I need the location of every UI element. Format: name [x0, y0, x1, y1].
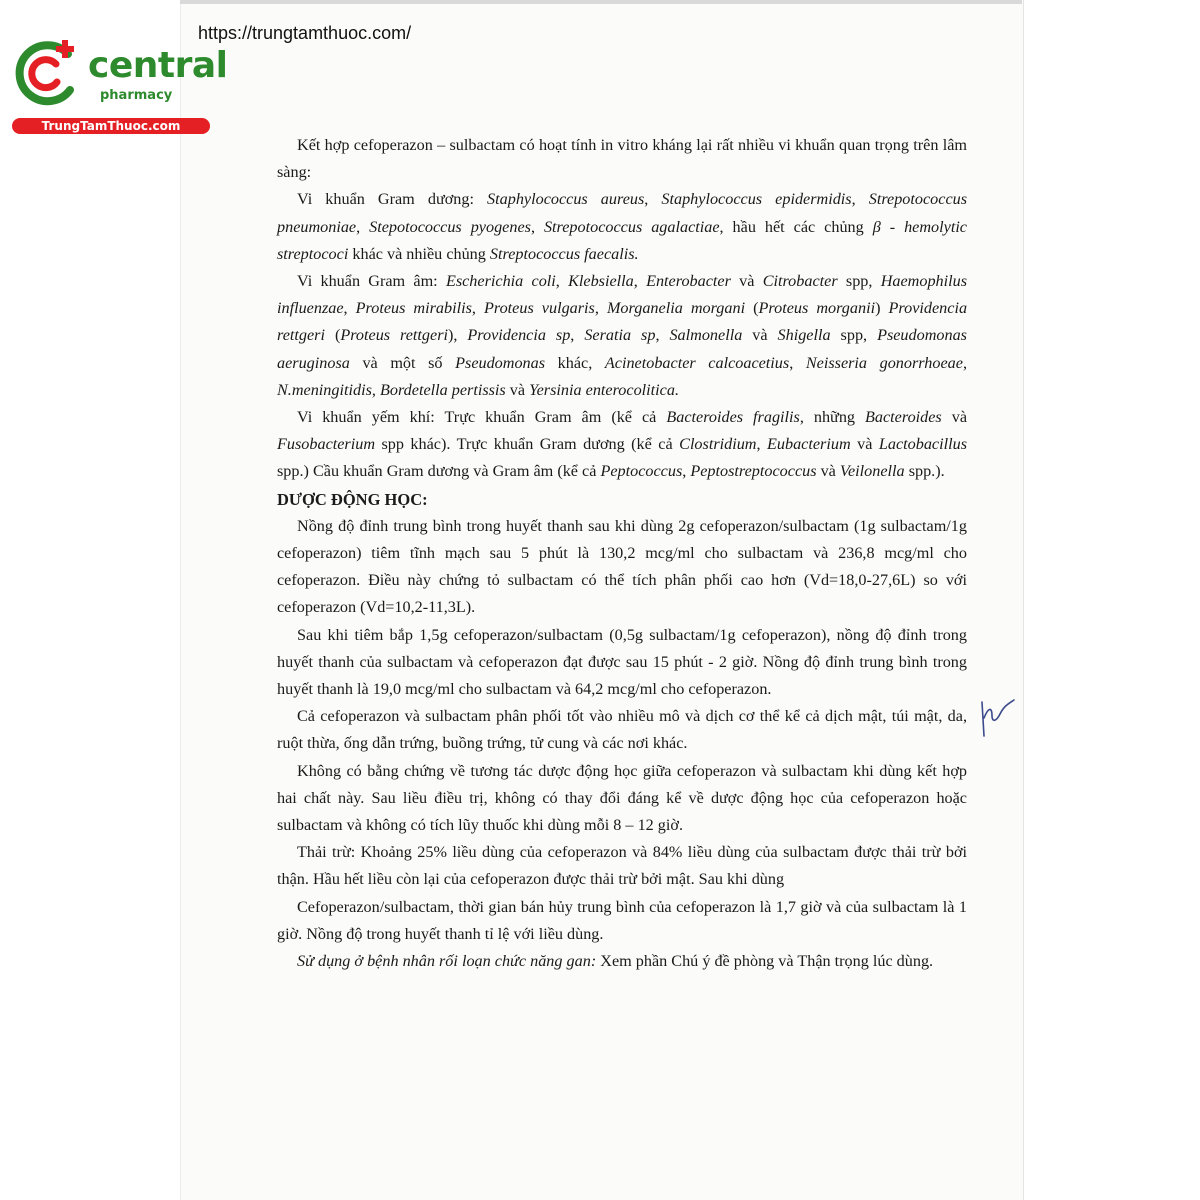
italic-species-name: Haemophilus influenzae	[277, 272, 968, 318]
italic-species-name: Morganelia morgani	[606, 299, 746, 318]
italic-species-name: Veilonella	[839, 462, 905, 481]
italic-species-name: Fusobacterium	[277, 435, 376, 454]
italic-species-name: Acinetobacter calcoacetius	[604, 353, 790, 372]
italic-species-name: Eubacterium	[767, 435, 851, 454]
italic-species-name: Streptococcus faecalis.	[489, 244, 639, 263]
section-heading-pharmacokinetics: DƯỢC ĐỘNG HỌC:	[277, 489, 428, 509]
italic-species-name: Staphylococcus aureus	[487, 190, 645, 209]
paragraph-intro: Kết hợp cefoperazon – sulbactam có hoạt tính in vitro kháng lại rất nhiều vi khuẩn quan trọng trên lâm sàng:	[277, 136, 967, 182]
paragraph-gram-negative: Vi khuẩn Gram âm: Escherichia coli, Klebsiella, Enterobacter và Citrobacter spp, Haemophilus influenzae, Proteus mirabilis, Proteus vulgaris, Morganelia morgani (Proteus morganii) Providencia rettgeri (Proteus rettgeri), Providencia sp, Seratia sp, Salmonella và Shigella spp, Pseudomonas aeruginosa và một số Pseudomonas khác, Acinetobacter calcoacetius, Neisseria gonorrhoeae, N.meningitidis, Bordetella pertissis và Yersinia enterocolitica.	[277, 272, 968, 399]
italic-species-name: Enterobacter	[646, 272, 731, 291]
italic-species-name: Salmonella	[669, 326, 743, 345]
italic-species-name: Peptostreptococcus	[690, 462, 817, 481]
italic-species-name: Sử dụng ở bệnh nhân rối loạn chức năng gan:	[297, 952, 597, 971]
italic-species-name: Bacteroides	[865, 408, 942, 427]
source-url[interactable]: https://trungtamthuoc.com/	[198, 23, 412, 43]
italic-species-name: Escherichia coli	[445, 272, 556, 291]
page-top-edge	[180, 0, 1022, 4]
italic-species-name: Shigella	[777, 326, 831, 345]
italic-species-name: Clostridium	[679, 435, 757, 454]
brand-subtitle: pharmacy	[100, 88, 173, 103]
document-body	[277, 132, 967, 975]
italic-species-name: Strepotococcus agalactiae	[543, 217, 720, 236]
paragraph-distribution: Cả cefoperazon và sulbactam phân phối tốt vào nhiều mô và dịch cơ thể kể cả dịch mật, túi mật, da, ruột thừa, ống dẫn trứng, buồng trứng, tử cung và các nơi khác.	[277, 707, 967, 753]
italic-species-name: Lactobacillus	[878, 435, 967, 454]
handwritten-initials	[978, 696, 1018, 740]
italic-species-name: Neisseria gonorrhoeae	[805, 353, 963, 372]
italic-species-name: Seratia sp	[584, 326, 656, 345]
pharmacy-logo[interactable]	[10, 36, 228, 136]
paragraph-gram-positive: Vi khuẩn Gram dương: Staphylococcus aureus, Staphylococcus epidermidis, Strepotococcus pneumoniae, Stepotococcus pyogenes, Strepotococcus agalactiae, hầu hết các chủng β - hemolytic streptococi khác và nhiều chủng Streptococcus faecalis.	[277, 190, 968, 263]
italic-species-name: Pseudomonas aeruginosa	[277, 326, 967, 372]
paragraph-elimination: Thải trừ: Khoảng 25% liều dùng của cefoperazon và 84% liều dùng của sulbactam được thải trừ bởi thận. Hầu hết liều còn lại của cefoperazon được thải trừ bởi mật. Sau khi dùng	[277, 843, 967, 889]
italic-species-name: Pseudomonas	[455, 353, 546, 372]
paragraph-half-life: Cefoperazon/sulbactam, thời gian bán hủy trung bình của cefoperazon là 1,7 giờ và của sulbactam là 1 giờ. Nồng độ trong huyết thanh tỉ lệ với liều dùng.	[277, 897, 967, 943]
brand-name: central	[88, 45, 228, 86]
paragraph-interaction: Không có bằng chứng về tương tác dược động học giữa cefoperazon và sulbactam khi dùng kết hợp hai chất này. Sau liều điều trị, không có thay đổi đáng kể về dược động học của cefoperazon hoặc sulbactam và không có tích lũy thuốc khi dùng mỗi 8 – 12 giờ.	[277, 761, 967, 835]
italic-species-name: Staphylococcus epidermidis	[661, 190, 852, 209]
italic-species-name: Strepotococcus pneumoniae	[277, 190, 968, 236]
pharmacy-logo-icon	[10, 36, 82, 108]
italic-species-name: Proteus vulgaris	[484, 299, 595, 318]
italic-species-name: N.meningitidis	[277, 380, 372, 399]
site-badge[interactable]: TrungTamThuoc.com	[12, 118, 210, 134]
paragraph-hepatic: Sử dụng ở bệnh nhân rối loạn chức năng gan: Xem phần Chú ý đề phòng và Thận trọng lúc dùng.	[297, 952, 934, 971]
italic-species-name: Bordetella pertissis	[379, 380, 506, 399]
italic-species-name: Stepotococcus pyogenes	[369, 217, 531, 236]
paragraph-im-peak: Sau khi tiêm bắp 1,5g cefoperazon/sulbactam (0,5g sulbactam/1g cefoperazon), nồng độ đỉnh trong huyết thanh của sulbactam và cefoperazon đạt được sau 15 phút - 2 giờ. Nồng độ đỉnh trung bình trong huyết thanh là 19,0 mcg/ml cho sulbactam và 64,2 mcg/ml cho cefoperazon.	[277, 625, 967, 699]
paragraph-iv-peak: Nồng độ đỉnh trung bình trong huyết thanh sau khi dùng 2g cefoperazon/sulbactam (1g sulbactam/1g cefoperazon) tiêm tĩnh mạch sau 5 phút là 130,2 mcg/ml cho sulbactam và 236,8 mcg/ml cho cefoperazon. Điều này chứng tỏ sulbactam có thể tích phân phối cao hơn (Vd=18,0-27,6L) so với cefoperazon (Vd=10,2-11,3L).	[277, 516, 967, 617]
italic-species-name: β - hemolytic streptococi	[277, 217, 967, 263]
italic-species-name: Proteus mirabilis	[355, 299, 472, 318]
italic-species-name: Proteus morganii	[758, 299, 876, 318]
italic-species-name: Proteus rettgeri	[340, 326, 449, 345]
paragraph-anaerobic: Vi khuẩn yếm khí: Trực khuẩn Gram âm (kể cả Bacteroides fragilis, những Bacteroides và Fusobacterium spp khác). Trực khuẩn Gram dương (kể cả Clostridium, Eubacterium và Lactobacillus spp.) Cầu khuẩn Gram dương và Gram âm (kể cả Peptococcus, Peptostreptococcus và Veilonella spp.).	[277, 408, 968, 481]
italic-species-name: Providencia sp	[467, 326, 571, 345]
italic-species-name: Peptococcus	[600, 462, 683, 481]
italic-species-name: Yersinia enterocolitica.	[529, 380, 679, 399]
italic-species-name: Bacteroides fragilis	[666, 408, 800, 427]
italic-species-name: Citrobacter	[762, 272, 838, 291]
italic-species-name: Providencia rettgeri	[277, 299, 968, 345]
italic-species-name: Klebsiella	[568, 272, 634, 291]
